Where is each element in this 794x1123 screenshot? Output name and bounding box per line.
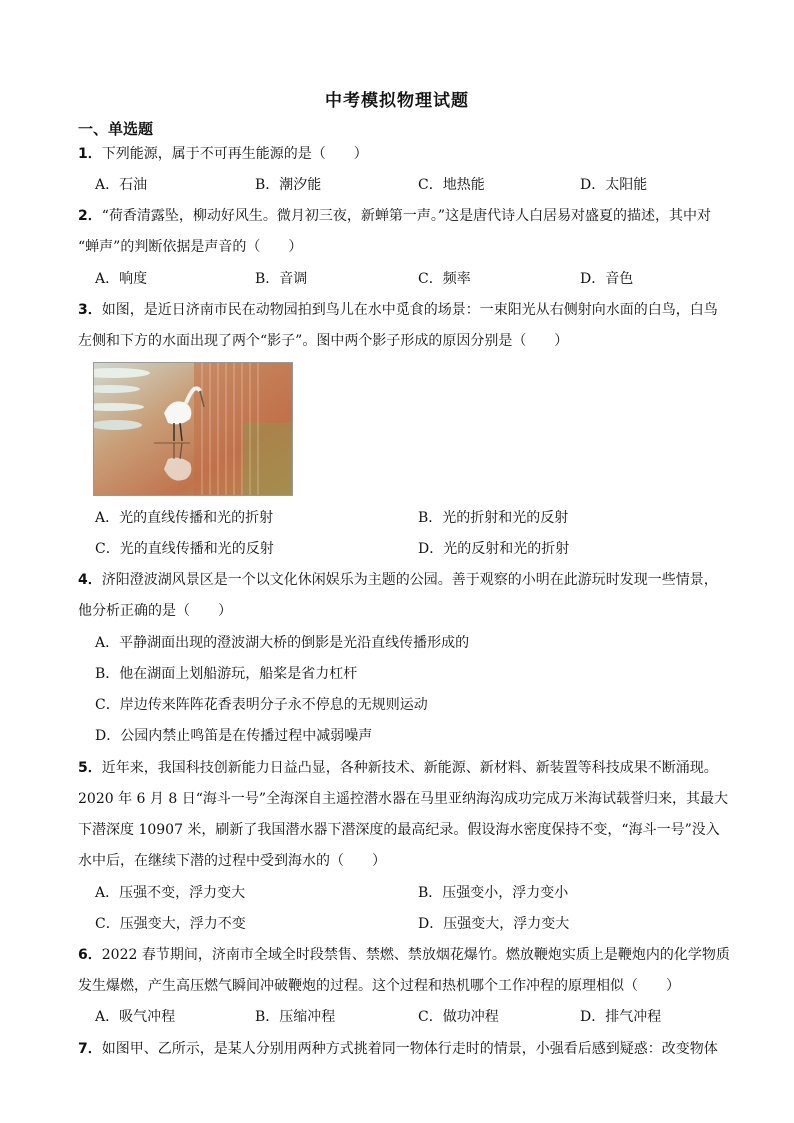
q2-option-b: B．音调 bbox=[255, 271, 308, 287]
question-3 bbox=[78, 300, 718, 320]
question-text: 下列能源，属于不可再生能源的是（ ） bbox=[101, 146, 368, 162]
question-number: 4． bbox=[78, 572, 102, 588]
egret-photo-image bbox=[94, 363, 292, 495]
q1-option-a: A．石油 bbox=[95, 177, 148, 193]
question-text: 近年来，我国科技创新能力日益凸显，各种新技术、新能源、新材料、新装置等科技成果不断涌现。 bbox=[101, 760, 718, 776]
question-4 bbox=[78, 570, 718, 590]
q4-option-c: C．岸边传来阵阵花香表明分子永不停息的无规则运动 bbox=[95, 697, 428, 713]
question-5 bbox=[78, 758, 718, 778]
q2-option-d: D．音色 bbox=[580, 271, 634, 287]
q4-option-a: A．平静湖面出现的澄波湖大桥的倒影是光沿直线传播形成的 bbox=[95, 635, 470, 651]
section-heading: 一、单选题 bbox=[78, 120, 154, 138]
q4-option-b: B．他在湖面上划船游玩，船桨是省力杠杆 bbox=[95, 666, 358, 682]
question-5-line-2: 2020 年 6 月 8 日“海斗一号”全海深自主遥控潜水器在马里亚纳海沟成功完成万米海试载誉归来，其最大 bbox=[78, 791, 729, 807]
question-1 bbox=[78, 144, 368, 164]
page-title: 中考模拟物理试题 bbox=[325, 91, 469, 111]
question-4-continued: 他分析正确的是（ ） bbox=[78, 603, 232, 619]
question-2 bbox=[78, 206, 711, 226]
question-6-continued: 发生爆燃，产生高压燃气瞬间冲破鞭炮的过程。这个过程和热机哪个工作冲程的原理相似（ ） bbox=[78, 978, 680, 994]
question-number: 2． bbox=[78, 208, 102, 224]
q6-option-a: A．吸气冲程 bbox=[95, 1009, 176, 1025]
egret-photo bbox=[93, 362, 293, 496]
question-text: 济阳澄波湖风景区是一个以文化休闲娱乐为主题的公园。善于观察的小明在此游玩时发现一些情景， bbox=[101, 572, 718, 588]
q1-option-b: B．潮汐能 bbox=[255, 177, 322, 193]
q5-option-a: A．压强不变，浮力变大 bbox=[95, 885, 246, 901]
q5-option-b: B．压强变小，浮力变小 bbox=[418, 885, 569, 901]
question-2-continued: “蝉声”的判断依据是声音的（ ） bbox=[78, 239, 303, 255]
q1-option-c: C．地热能 bbox=[418, 177, 485, 193]
q5-option-c: C．压强变大，浮力不变 bbox=[95, 916, 246, 932]
question-number: 5． bbox=[78, 760, 102, 776]
question-3-continued: 左侧和下方的水面出现了两个“影子”。图中两个影子形成的原因分别是（ ） bbox=[78, 333, 569, 349]
question-number: 7． bbox=[78, 1041, 102, 1057]
question-text: 2022 春节期间，济南市全域全时段禁售、禁燃、禁放烟花爆竹。燃放鞭炮实质上是鞭炮内的化学物质 bbox=[101, 947, 730, 963]
question-text: 如图，是近日济南市民在动物园拍到鸟儿在水中觅食的场景：一束阳光从右侧射向水面的白鸟，白鸟 bbox=[101, 302, 718, 318]
q1-option-d: D．太阳能 bbox=[580, 177, 648, 193]
question-5-line-3: 下潜深度 10907 米，刷新了我国潜水器下潜深度的最高纪录。假设海水密度保持不变，“海斗一号”没入 bbox=[78, 822, 720, 838]
question-6 bbox=[78, 945, 730, 965]
question-text: 如图甲、乙所示，是某人分别用两种方式挑着同一物体行走时的情景，小强看后感到疑惑：改变物体 bbox=[101, 1041, 718, 1057]
question-number: 3． bbox=[78, 302, 102, 318]
question-5-line-4: 水中后，在继续下潜的过程中受到海水的（ ） bbox=[78, 853, 386, 869]
q6-option-d: D．排气冲程 bbox=[580, 1009, 662, 1025]
q3-option-c: C．光的直线传播和光的反射 bbox=[95, 541, 274, 557]
q6-option-b: B．压缩冲程 bbox=[255, 1009, 336, 1025]
question-number: 1． bbox=[78, 146, 102, 162]
question-7 bbox=[78, 1039, 718, 1059]
q6-option-c: C．做功冲程 bbox=[418, 1009, 499, 1025]
question-number: 6． bbox=[78, 947, 102, 963]
question-text: “荷香清露坠，柳动好风生。微月初三夜，新蝉第一声。”这是唐代诗人白居易对盛夏的描述，其中对 bbox=[101, 208, 712, 224]
q3-option-d: D．光的反射和光的折射 bbox=[418, 541, 570, 557]
q2-option-c: C．频率 bbox=[418, 271, 471, 287]
q2-option-a: A．响度 bbox=[95, 271, 148, 287]
q3-option-a: A．光的直线传播和光的折射 bbox=[95, 510, 274, 526]
q5-option-d: D．压强变大，浮力变大 bbox=[418, 916, 570, 932]
q3-option-b: B．光的折射和光的反射 bbox=[418, 510, 569, 526]
q4-option-d: D．公园内禁止鸣笛是在传播过程中减弱噪声 bbox=[95, 728, 373, 744]
